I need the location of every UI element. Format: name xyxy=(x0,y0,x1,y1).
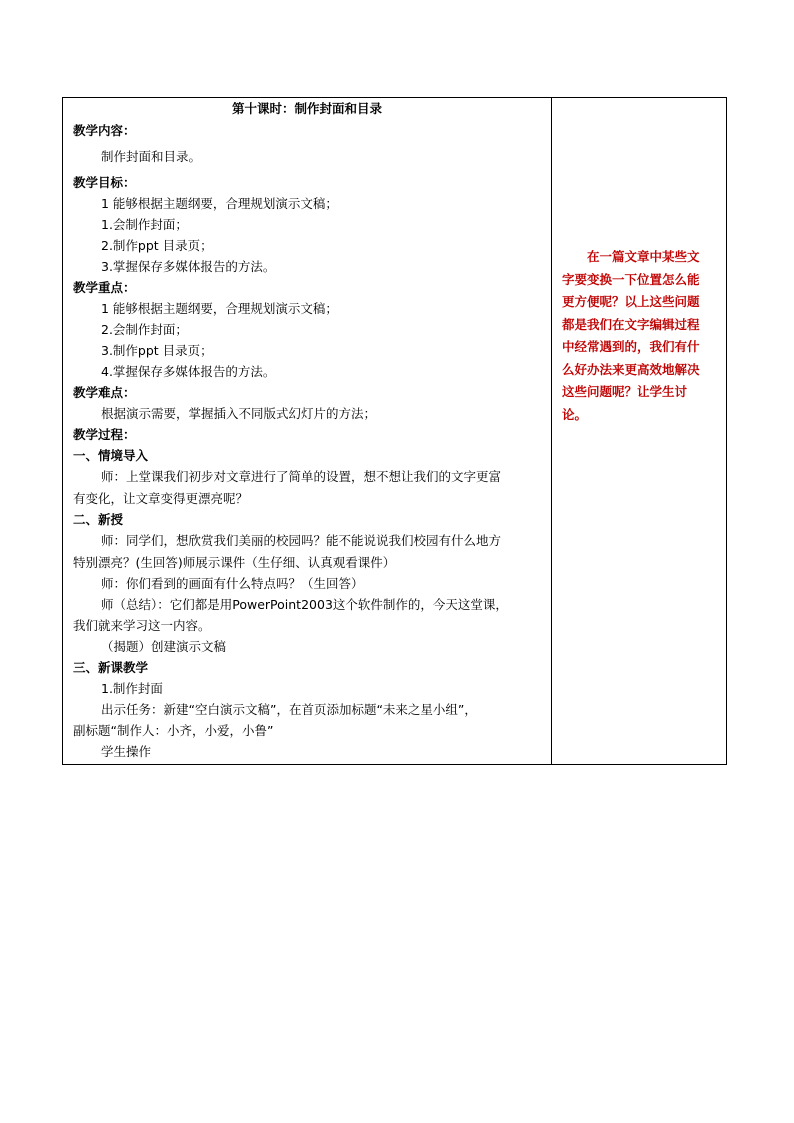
paragraph-line: 副标题“制作人：小齐，小爱，小鲁” xyxy=(73,723,274,738)
paragraph-line: 有变化，让文章变得更漂亮呢？ xyxy=(73,491,249,506)
section-heading-lesson: 三、新课教学 xyxy=(73,660,149,675)
paragraph-line: 师：同学们，想欣赏我们美丽的校园吗？能不能说说我们校园有什么地方 xyxy=(101,533,502,548)
lesson-plan-table xyxy=(62,97,727,765)
goal-item: 3.掌握保存多媒体报告的方法。 xyxy=(101,259,276,274)
section-heading-new: 二、新授 xyxy=(73,512,124,527)
goal-item: 1.会制作封面； xyxy=(101,217,188,232)
paragraph-line: 学生操作 xyxy=(101,744,152,759)
paragraph-line: 出示任务：新建“空白演示文稿”，在首页添加标题“未来之星小组”， xyxy=(101,702,477,717)
content-heading: 教学内容： xyxy=(73,123,136,138)
goal-item: 2.制作ppt 目录页； xyxy=(101,238,213,253)
keypoints-heading: 教学重点： xyxy=(73,280,136,295)
side-note-line: 字要变换一下位置怎么能 xyxy=(562,271,700,287)
keypoint-item: 1 能够根据主题纲要，合理规划演示文稿； xyxy=(101,301,338,316)
paragraph-line: 师：上堂课我们初步对文章进行了简单的设置，想不想让我们的文字更富 xyxy=(101,469,502,484)
goal-item: 1 能够根据主题纲要，合理规划演示文稿； xyxy=(101,196,338,211)
keypoint-item: 2.会制作封面； xyxy=(101,322,188,337)
content-text: 制作封面和目录。 xyxy=(101,149,202,164)
side-note-line: 中经常遇到的，我们有什 xyxy=(562,339,700,354)
paragraph-line: 师：你们看到的画面有什么特点吗？（生回答） xyxy=(101,576,364,591)
difficulty-text: 根据演示需要，掌握插入不同版式幻灯片的方法； xyxy=(101,406,377,421)
side-note-line: 都是我们在文字编辑过程 xyxy=(562,316,700,332)
section-heading-intro: 一、情境导入 xyxy=(73,448,149,463)
paragraph-line: 1.制作封面 xyxy=(101,681,163,696)
side-note xyxy=(562,246,722,426)
paragraph-line: 我们就来学习这一内容。 xyxy=(73,618,211,633)
side-note-cell xyxy=(552,98,726,764)
keypoint-item: 3.制作ppt 目录页； xyxy=(101,343,213,358)
side-note-line: 么好办法来更高效地解决 xyxy=(562,361,700,377)
side-note-line: 更方便呢？以上这些问题 xyxy=(562,294,700,309)
lesson-content-cell xyxy=(63,98,551,764)
goals-heading: 教学目标： xyxy=(73,175,136,190)
paragraph-line: 特别漂亮？(生回答)师展示课件（生仔细、认真观看课件） xyxy=(73,555,396,570)
paragraph-line: 师（总结）：它们都是用PowerPoint2003这个软件制作的，今天这堂课， xyxy=(101,597,508,612)
paragraph-line: （揭题）创建演示文稿 xyxy=(101,639,227,654)
side-note-line: 在一篇文章中某些文 xyxy=(587,249,700,264)
keypoint-item: 4.掌握保存多媒体报告的方法。 xyxy=(101,364,276,379)
side-note-line: 论。 xyxy=(562,406,588,422)
difficulty-heading: 教学难点： xyxy=(73,385,136,400)
lesson-title: 第十课时：制作封面和目录 xyxy=(231,101,382,116)
side-note-line: 这些问题呢？让学生讨 xyxy=(562,384,688,399)
process-heading: 教学过程： xyxy=(73,427,136,442)
